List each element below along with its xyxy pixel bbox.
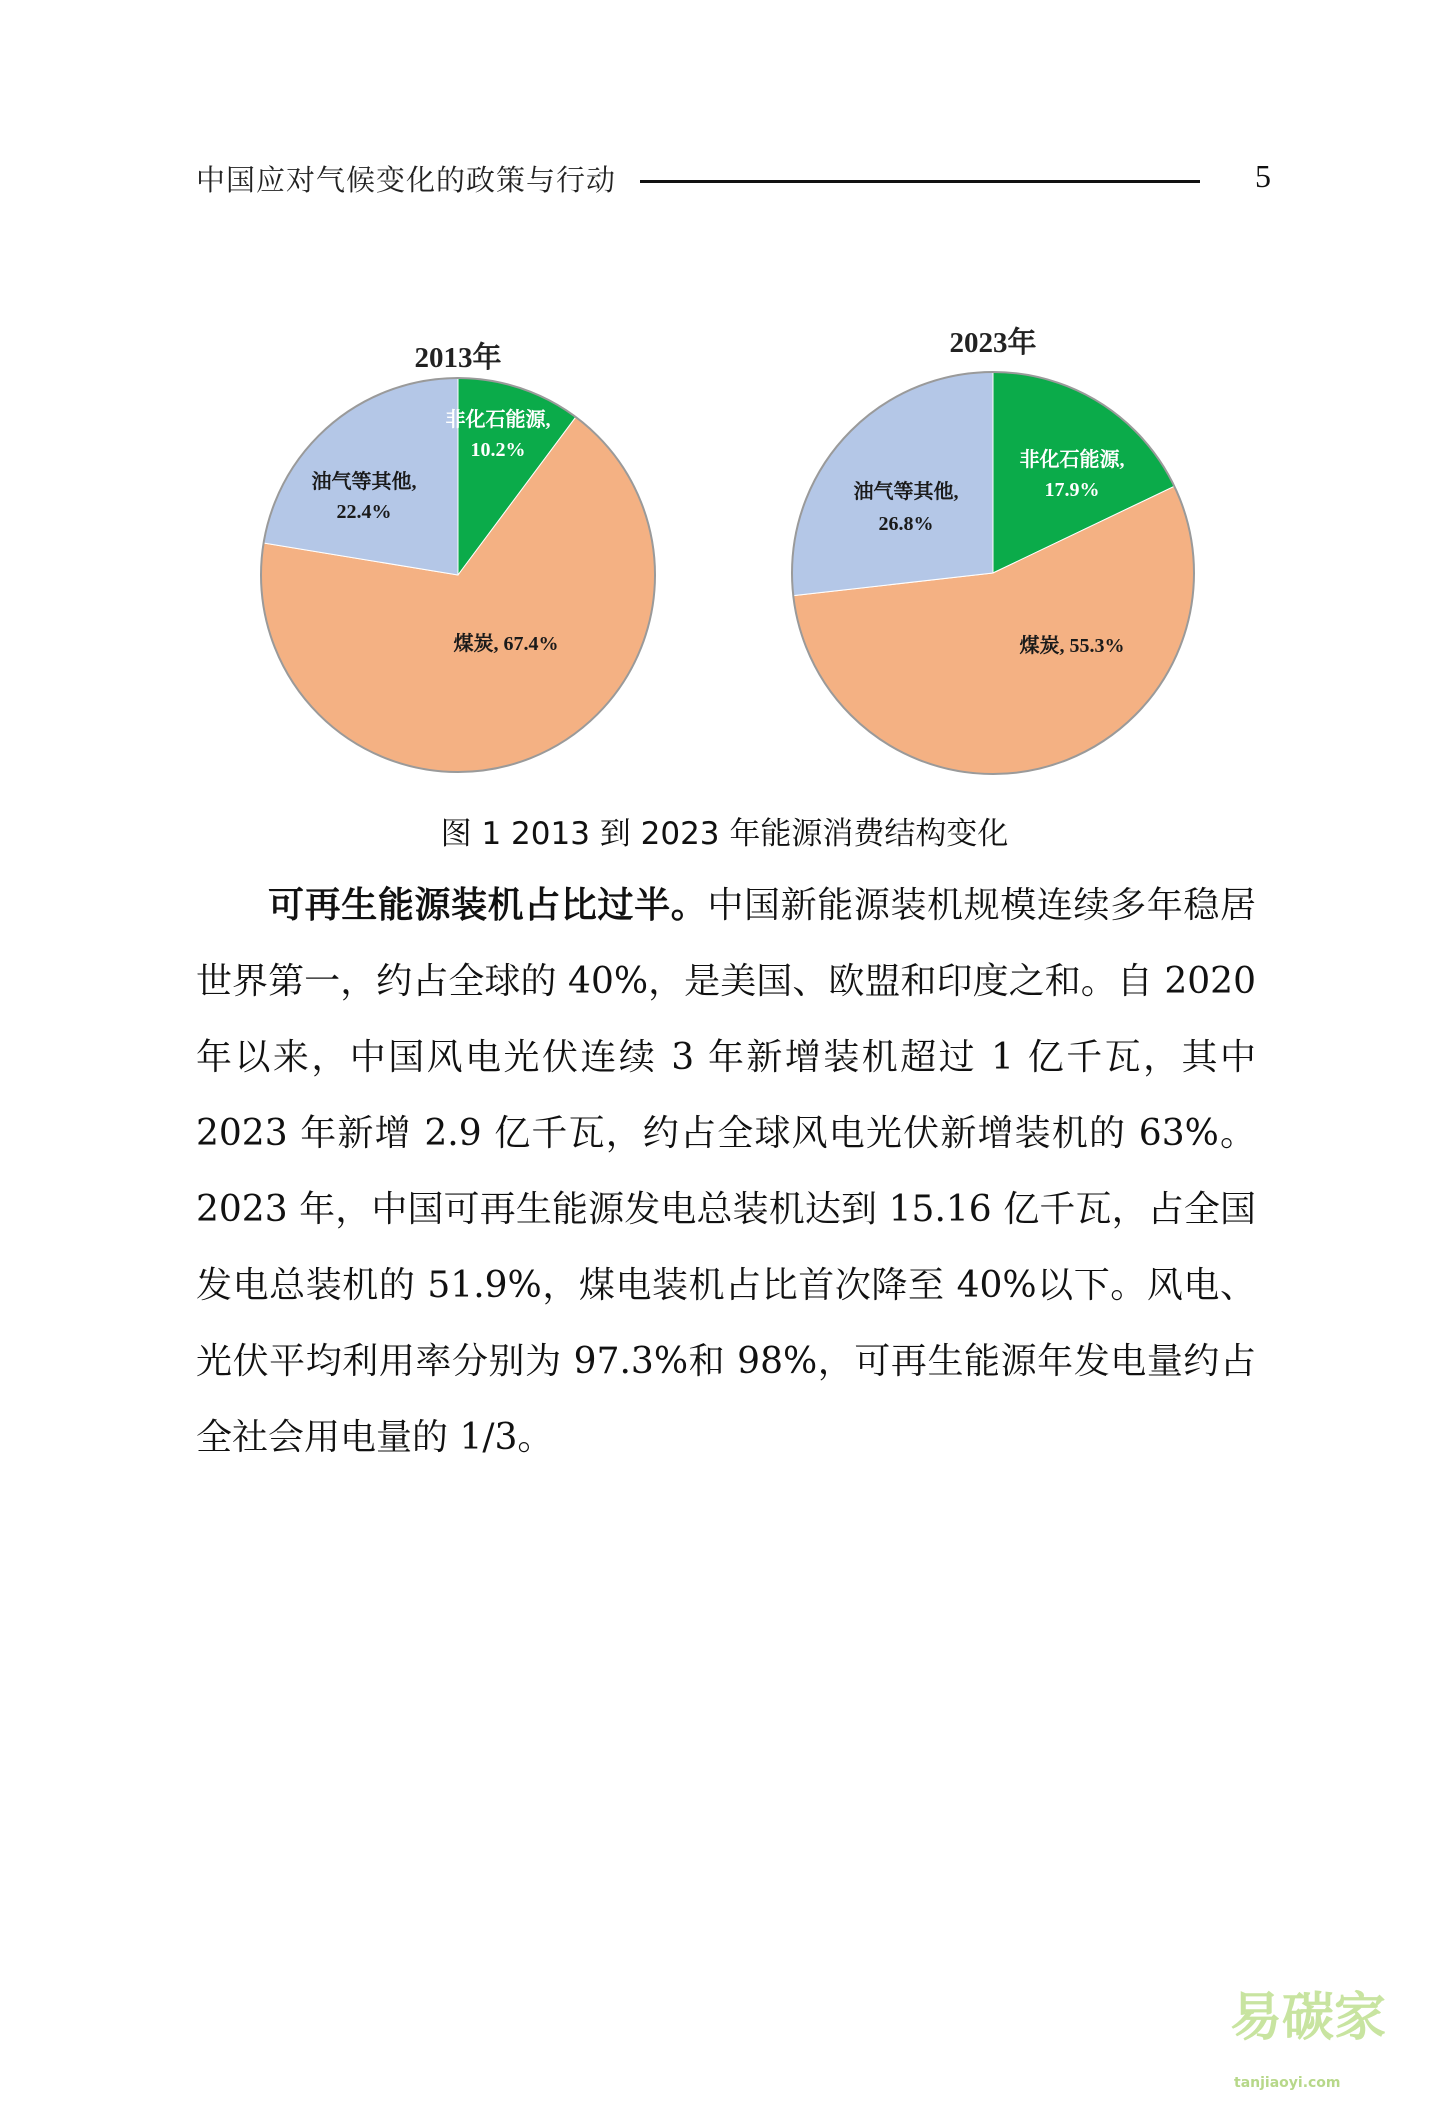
running-header-title: 中国应对气候变化的政策与行动 (196, 163, 617, 197)
watermark-logo (1230, 1975, 1449, 2110)
slice-label-非化石能源: 非化石能源, (445, 409, 551, 431)
figure-caption: 图 1 2013 到 2023 年能源消费结构变化 (440, 816, 1009, 852)
pie-chart-2013年 (261, 340, 655, 772)
pie-chart-2023年 (792, 325, 1194, 774)
paragraph-lead: 可再生能源装机占比过半。 (268, 885, 708, 926)
pie-chart-title: 2013年 (414, 342, 502, 374)
slice-label-油气等其他: 油气等其他, (311, 471, 417, 493)
slice-value-非化石能源: 10.2% (470, 439, 526, 461)
energy-pie-charts (0, 0, 1449, 800)
slice-value-油气等其他: 26.8% (878, 513, 934, 535)
page-number: 5 (1255, 158, 1271, 194)
slice-label-煤炭: 煤炭, 67.4% (453, 633, 559, 655)
watermark-subtext: tanjiaoyi.com (1234, 2075, 1341, 2091)
slice-label-油气等其他: 油气等其他, (853, 481, 959, 503)
slice-label-煤炭: 煤炭, 55.3% (1019, 635, 1125, 657)
watermark-text: 易碳家 (1230, 1988, 1387, 2048)
slice-label-非化石能源: 非化石能源, (1019, 449, 1125, 471)
pie-chart-title: 2023年 (949, 327, 1037, 359)
paragraph-text: 中国新能源装机规模连续多年稳居世界第一，约占全球的 40%，是美国、欧盟和印度之和。自 2020 年以来，中国风电光伏连续 3 年新增装机超过 1 亿千瓦，其中 2023 年新增 2.9 亿千瓦，约占全球风电光伏新增装机的 63%。2023 年，中国可再生能源发电总装机达到 15.16 亿千瓦，占全国发电总装机的 51.9%，煤电装机占比首次降至 40%以下。风电、光伏平均利用率分别为 97.3%和 98%，可再生能源年发电量约占全社会用电量的 1/3。 (196, 885, 1256, 1458)
slice-value-油气等其他: 22.4% (336, 501, 392, 523)
body-paragraph (196, 868, 1256, 1476)
slice-value-非化石能源: 17.9% (1044, 479, 1100, 501)
